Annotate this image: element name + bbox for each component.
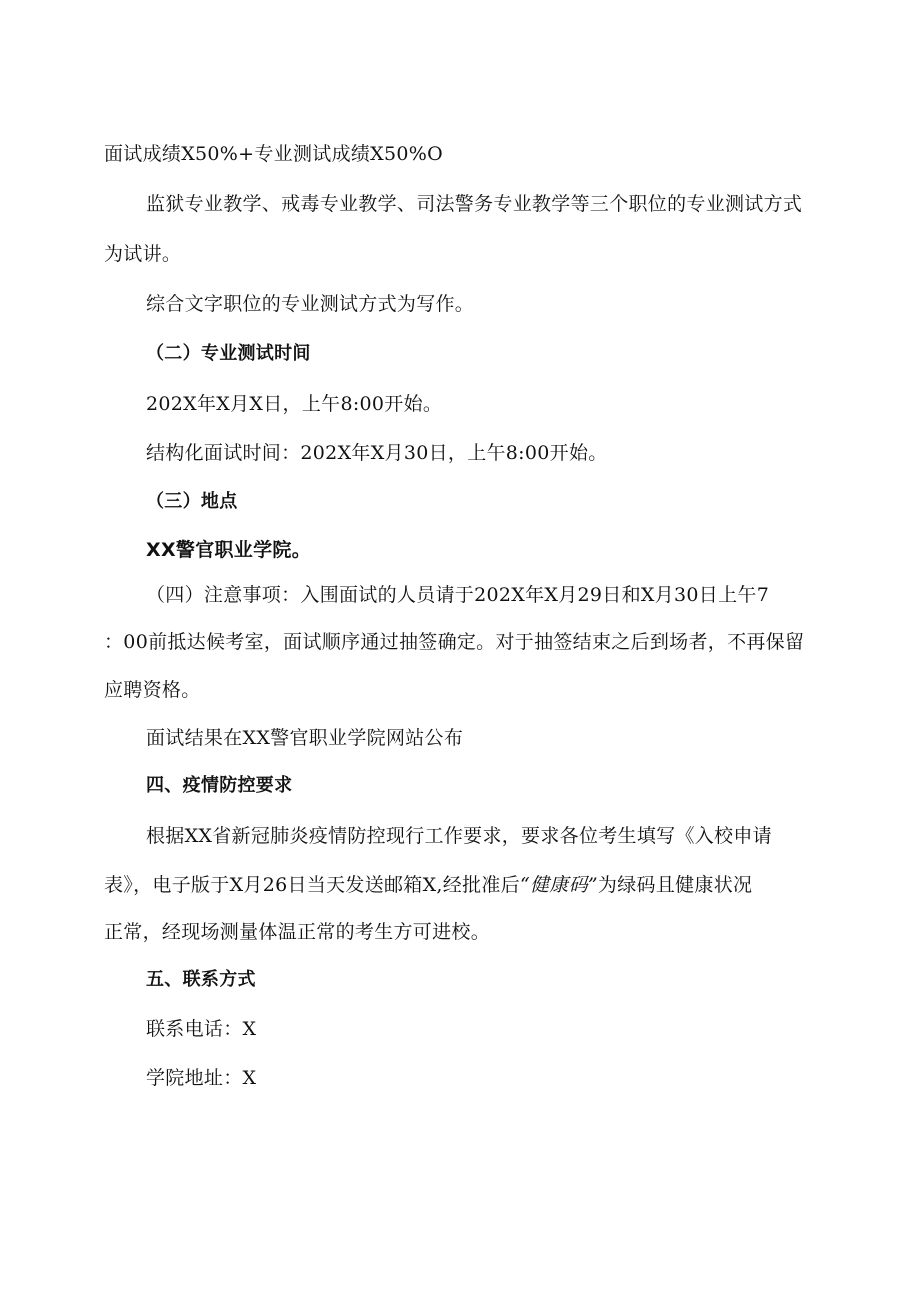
epidemic-line2-start: 表》，电子版于X月26日当天发送邮箱X,经批准后: [104, 874, 520, 896]
heading-contact: 五、联系方式: [146, 969, 256, 990]
score-formula: 面试成绩X50%+专业测试成绩X50%O: [104, 143, 444, 165]
epidemic-line2: [104, 873, 752, 897]
test-method-paragraph-line1: [146, 192, 827, 216]
test-method-text: 监狱专业教学、戒毒专业教学、司法警务专业教学等三个职位的专业测试方式: [146, 193, 803, 215]
notice-line2: ：00前抵达候考室，面试顺序通过抽签确定。对于抽签结束之后到场者，不再保留: [104, 631, 805, 653]
epidemic-line1: 根据XX省新冠肺炎疫情防控现行工作要求，要求各位考生填写《入校申请: [146, 825, 772, 847]
heading-epidemic: 四、疫情防控要求: [146, 775, 293, 796]
health-code-term: “健康码”: [519, 874, 598, 896]
writing-test-paragraph: 综合文字职位的专业测试方式为写作。: [146, 293, 475, 315]
epidemic-line2-end: 为绿码且健康状况: [597, 874, 753, 896]
test-method-paragraph-line2: 为试讲。: [104, 243, 182, 265]
notice-line1: （四）注意事项：入围面试的人员请于202X年X月29日和X月30日上午7: [146, 584, 770, 606]
heading-test-time: （二）专业测试时间: [146, 343, 311, 364]
contact-phone: 联系电话：X: [146, 1018, 257, 1040]
notice-line3: 应聘资格。: [104, 679, 201, 701]
location-text: XX警官职业学院。: [146, 539, 311, 561]
result-announcement: 面试结果在XX警官职业学院网站公布: [146, 727, 464, 749]
test-date: 202X年X月X日，上午8:00开始。: [146, 393, 443, 415]
interview-date: 结构化面试时间：202X年X月30日，上午8:00开始。: [146, 442, 608, 464]
epidemic-line3: 正常，经现场测量体温正常的考生方可进校。: [104, 921, 491, 943]
heading-location: （三）地点: [146, 491, 238, 512]
contact-address: 学院地址：X: [146, 1067, 257, 1089]
